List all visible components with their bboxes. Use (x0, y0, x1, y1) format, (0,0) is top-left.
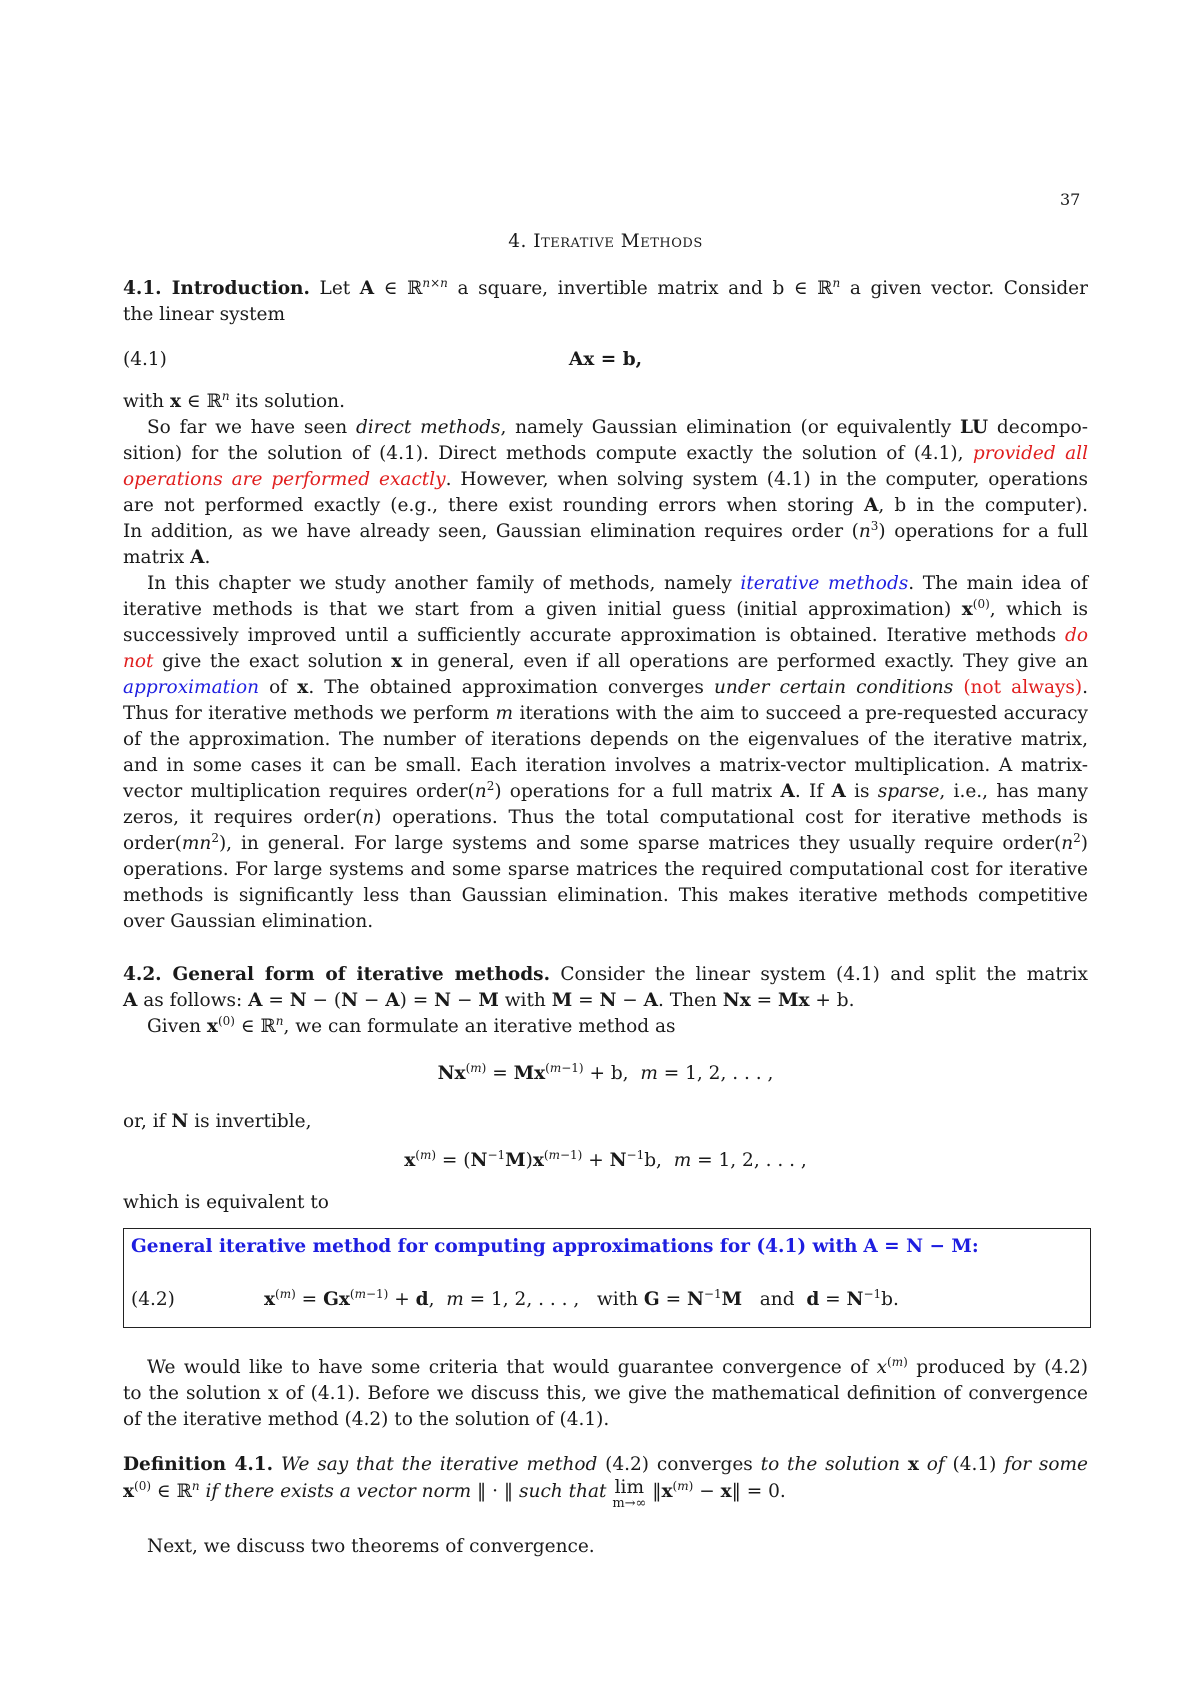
p3-line-1: We would like to have some criteria that would guarantee convergence of $x^{(m)}$ produced by (4.2) (147, 1355, 1088, 1378)
equation-4-1: Ax = b, (568, 349, 643, 370)
section-title: 4. Iterative Methods (508, 231, 703, 252)
s42-line-1: 4.2. General form of iterative methods. Consider the linear system (4.1) and split the matrix (123, 964, 1088, 985)
s42-line-2: A as follows: A = N − (N − A) = N − M with M = N − A. Then Nx = Mx + b. (123, 990, 855, 1011)
p1-line-3: operations are performed exactly. However, when solving system (4.1) in the computer, operations (123, 469, 1088, 490)
p2-line-13: methods is significantly less than Gaussian elimination. This makes iterative methods competitive (123, 885, 1088, 906)
p2-line-6: Thus for iterative methods we perform m iterations with the aim to succeed a pre-requested accuracy (123, 703, 1088, 724)
p2-line-9: vector multiplication requires $order(n^2)$ operations for a full matrix A. If A is sparse, i.e., has many (123, 779, 1088, 802)
p2-line-5: approximation of x. The obtained approximation converges under certain conditions (not always). (123, 677, 1089, 698)
p3-line-2: to the solution x of (4.1). Before we discuss this, we give the mathematical definition of convergence (123, 1383, 1088, 1404)
equation-iter-1: $Nx^{(m)} = Mx^{(m-1)} + b$, m = 1, 2, . . . , (437, 1061, 774, 1084)
p2-line-8: and in some cases it can be small. Each iteration involves a matrix-vector multiplication. A matrix- (123, 755, 1088, 776)
definition-line-2: $x^{(0)}$ ∈ ℝ$^n$ if there exists a vector norm ‖ · ‖ such that lim m→∞ $‖x^{(m)}$ − x‖ = 0. (123, 1477, 786, 1511)
p1-line-4: are not performed exactly (e.g., there exist rounding errors when storing A, b in the computer). (123, 495, 1088, 516)
intro-line-1: 4.1. Introduction. Let A ∈ ℝ$^{n\times n}$ a square, invertible matrix and b ∈ ℝ$^n$ a given vector. Consider (123, 276, 1088, 299)
with-line: with x ∈ ℝ$^n$ its solution. (123, 389, 345, 412)
equivalent-line: which is equivalent to (123, 1192, 329, 1213)
p1-line-1: So far we have seen direct methods, namely Gaussian elimination (or equivalently LU decompo- (147, 417, 1088, 438)
p2-line-7: of the approximation. The number of iterations depends on the eigenvalues of the iterative matrix, (123, 729, 1088, 750)
or-line: or, if N is invertible, (123, 1111, 312, 1132)
equation-4-2: $x^{(m)} = Gx^{(m-1)} + d$, m = 1, 2, . . . , with $G = N^{-1}M$ and $d = N^{-1}b$. (264, 1287, 899, 1310)
p2-line-3: successively improved until a sufficiently accurate approximation is obtained. Iterative methods do (123, 625, 1088, 646)
p2-line-4: not give the exact solution x in general, even if all operations are performed exactly. They give an (123, 651, 1088, 672)
page-number: 37 (1060, 190, 1081, 209)
p2-line-11: $order(mn^2)$, in general. For large systems and some sparse matrices they usually require $order(n^2)$ (123, 831, 1088, 854)
p1-line-5: In addition, as we have already seen, Gaussian elimination requires order $(n^3)$ operations for a full (123, 519, 1088, 542)
p2-line-14: over Gaussian elimination. (123, 911, 374, 932)
p3-line-3: of the iterative method (4.2) to the solution of (4.1). (123, 1409, 610, 1430)
p2-line-2: iterative methods is that we start from a given initial guess (initial approximation) $x^{(0)}$, which is (123, 597, 1089, 620)
definition-heading: Definition 4.1. (123, 1454, 274, 1475)
subsection-heading: 4.2. General form of iterative methods. (123, 964, 551, 985)
intro-line-2: the linear system (123, 304, 285, 325)
p1-line-6: matrix A. (123, 547, 211, 568)
definition-line-1: Definition 4.1. We say that the iterative method (4.2) converges to the solution x of (4.1) for some (123, 1454, 1089, 1475)
box-title: General iterative method for computing approximations for (4.1) with A = N − M: (131, 1236, 979, 1257)
box-eq-label: (4.2) (131, 1289, 175, 1310)
p2-line-12: operations. For large systems and some sparse matrices the required computational cost for iterative (123, 859, 1088, 880)
p2-line-10: zeros, it requires order(n) operations. Thus the total computational cost for iterative methods is (123, 807, 1088, 828)
s42-line-3: Given $x^{(0)}$ ∈ ℝ$^n$, we can formulate an iterative method as (147, 1014, 676, 1037)
limit-operator: lim m→∞ (612, 1477, 647, 1511)
equation-iter-2: $x^{(m)} = (N^{-1}M)x^{(m-1)} + N^{-1}b$, m = 1, 2, . . . , (404, 1148, 807, 1171)
p1-line-2: sition) for the solution of (4.1). Direct methods compute exactly the solution of (4.1), provided all (123, 443, 1088, 464)
p2-line-1: In this chapter we study another family of methods, namely iterative methods. The main idea of (147, 573, 1088, 594)
closing-line: Next, we discuss two theorems of convergence. (147, 1536, 595, 1557)
subsection-heading: 4.1. Introduction. (123, 278, 310, 299)
equation-label: (4.1) (123, 349, 167, 370)
